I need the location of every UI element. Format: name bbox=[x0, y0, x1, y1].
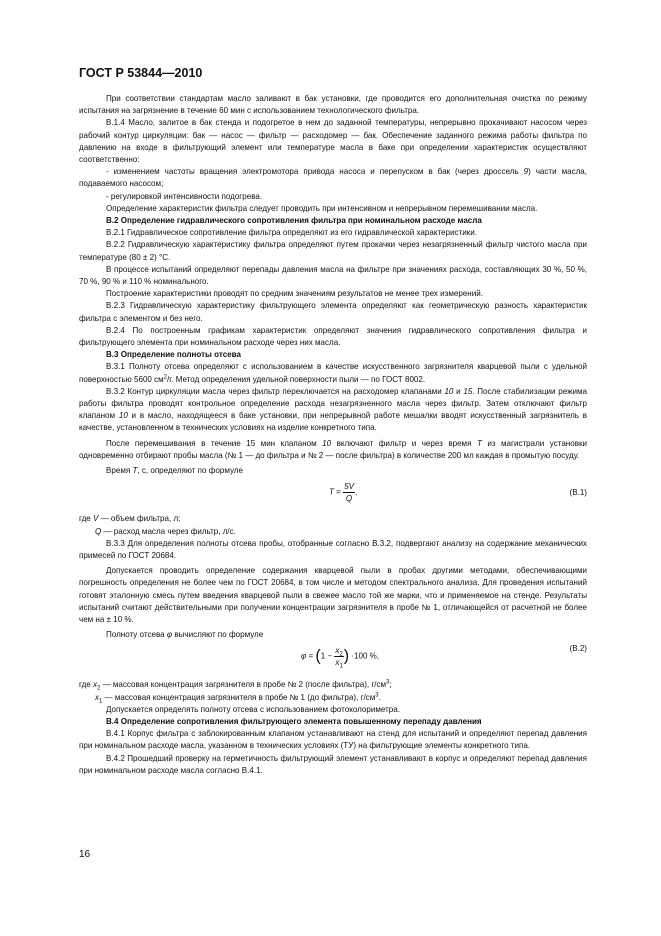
superscript: 2 bbox=[163, 374, 168, 380]
where-line bbox=[79, 679, 587, 691]
paragraph-b3-1 bbox=[79, 361, 587, 385]
where-line bbox=[79, 692, 587, 704]
formula-expression bbox=[329, 481, 357, 504]
symbol-T: T bbox=[132, 466, 138, 476]
symbol: Q bbox=[95, 526, 102, 536]
symbol: x bbox=[335, 658, 340, 668]
paragraph bbox=[79, 465, 587, 477]
symbol: V bbox=[92, 514, 99, 524]
superscript: 3 bbox=[386, 679, 390, 686]
where-line bbox=[79, 526, 587, 538]
paren-right: ) bbox=[343, 647, 350, 665]
paragraph-b4-1: В.4.1 Корпус фильтра с заблокированным клапаном устанавливают на стенд для испытаний и определяют перепад давления при номинальном расходе масла, указанном в технических условиях (ТУ) на фильтрующие элементы конкретного типа. bbox=[79, 729, 587, 751]
text: и bbox=[453, 386, 464, 396]
text: После перемешивания в течение 15 мин клапаном bbox=[106, 438, 323, 448]
fraction bbox=[343, 481, 358, 504]
symbol: x bbox=[335, 646, 340, 656]
page-body bbox=[79, 93, 587, 777]
text: — объем фильтра, л; bbox=[98, 514, 181, 524]
text: ; bbox=[389, 680, 392, 690]
subscript: 2 bbox=[97, 685, 101, 692]
paragraph: При соответствии стандартам масло заливают в бак установки, где проводится его дополнительная очистка по режиму испытания на загрязнение в течение 60 мин с использованием технологического фильтра. bbox=[79, 94, 587, 116]
paragraph-b2-3: В.2.3 Гидравлическую характеристику фильтрующего элемента определяют как геометрическую разность характеристик фильтра с элементом и без него. bbox=[79, 301, 587, 323]
paragraph-b3-2 bbox=[79, 386, 587, 435]
symbol-phi: φ bbox=[166, 630, 173, 640]
formula-lhs: φ bbox=[301, 651, 307, 661]
paragraph-b2-2: В.2.2 Гидравлическую характеристику фильтра определяют путем прокачки через незагрязненный фильтр чистого масла при температуре (80 ± 2) °С. bbox=[79, 240, 587, 262]
document-header: ГОСТ Р 53844—2010 bbox=[79, 66, 203, 80]
fraction-denominator: Q bbox=[345, 494, 353, 504]
symbol-T: T bbox=[476, 438, 482, 448]
formula-expression bbox=[301, 645, 379, 668]
paragraph-b2-4: В.2.4 По построенным графикам характеристик определяют значения гидравлического сопротивления фильтра и фильтрующего элемента при номинальном расходе через них масла. bbox=[79, 325, 587, 348]
symbol: x bbox=[95, 692, 100, 702]
subscript: 1 bbox=[99, 698, 103, 705]
paragraph-b2-1: В.2.1 Гидравлическое сопротивление фильтра определяют из его гидравлической характеристики. bbox=[106, 228, 477, 238]
text: — расход масла через фильтр, л/с. bbox=[101, 526, 236, 536]
paragraph: Допускается проводить определение содержания кварцевой пыли в пробах другими методами, обеспечивающими погрешность определения не более чем по ГОСТ 20684, в том числе и методом спектрального анализа. Для проведения испытаний готовят эталонную смесь путем введения кварцевой пыли в свежее масло той же марки, что и применяемое на стенде. Результаты испытаний считают действительными при получении концентрации загрязнителя в пробе № 1, отличающейся от расчетной не более чем на ± 10 %. bbox=[79, 566, 587, 624]
ref-number: 10 bbox=[118, 411, 128, 421]
ref-number: 10 bbox=[444, 386, 454, 396]
list-item bbox=[79, 166, 587, 190]
paragraph: Построение характеристики проводят по средним значениям результатов не менее трех измерений. bbox=[106, 289, 483, 299]
formula-b2 bbox=[79, 641, 587, 679]
paragraph-b4-2: В.4.2 Прошедший проверку на герметичность фильтрующий элемент устанавливают в корпус и определяют перепад давления при номинальном расходе масла согласно В.4.1. bbox=[79, 753, 587, 775]
formula-lhs: T bbox=[329, 487, 334, 497]
paragraph bbox=[79, 629, 587, 641]
text: Время bbox=[106, 466, 133, 476]
fraction-numerator bbox=[334, 645, 343, 657]
text: включают фильтр и через время bbox=[331, 438, 477, 448]
formula-tail: , bbox=[354, 487, 358, 497]
section-heading-b2: В.2 Определение гидравлического сопротивления фильтра при номинальном расходе масла bbox=[106, 216, 482, 226]
text: - изменением частоты вращения электромотора привода насоса и перепуском в бак (через дроссель bbox=[106, 167, 524, 177]
fraction-numerator: 5V bbox=[344, 482, 354, 492]
section-heading-b3: В.3 Определение полноты отсева bbox=[106, 350, 241, 360]
formula-eq: = bbox=[306, 651, 316, 661]
subscript: 1 bbox=[339, 663, 343, 670]
page-number: 16 bbox=[79, 849, 91, 860]
text: . После стабилизации режима работы фильтра проводят контрольное определение расхода незагрязненного масла через фильтр. Затем отключают фильтр клапаном bbox=[79, 386, 588, 421]
paragraph-b3-3: В.3.3 Для определения полноты отсева пробы, отобранные согласно В.3.2, подвергают анализу на содержание механических примесей по ГОСТ 20684. bbox=[79, 538, 587, 560]
formula-tail: ·100 %, bbox=[349, 651, 380, 661]
paragraph: Определение характеристик фильтра следует проводить при интенсивном и непрерывном перемешивании масла. bbox=[106, 203, 538, 213]
text: /г. Метод определения удельной поверхности пыли — по ГОСТ 8002. bbox=[167, 374, 426, 384]
paragraph bbox=[79, 438, 587, 462]
text: и в масло, находящееся в баке установки, при непрерывной работе мешалки вводят искусственный загрязнитель в качестве, установленном в технических условиях на изделие конкретного типа. bbox=[79, 411, 588, 433]
text: ) части масла, подаваемого насосом; bbox=[79, 167, 588, 189]
text: вычисляют по формуле bbox=[172, 630, 264, 640]
ref-number: 10 bbox=[322, 438, 332, 448]
formula-eq: = bbox=[333, 487, 344, 497]
section-heading-b4: В.4 Определение сопротивления фильтрующего элемента повышенному перепаду давления bbox=[106, 716, 482, 726]
paragraph-b1-4: В.1.4 Масло, залитое в бак стенда и подогретое в нем до заданной температуры, непрерывно прокачивают насосом через рабочий контур циркуляции: бак — насос — фильтр — расходомер — бак. Обеспечение заданного режима работы фильтра по давлению на входе в фильтрующий элемент или температуре масла в баке при определении характеристик осуществляют соответственно: bbox=[79, 118, 587, 165]
fraction bbox=[334, 645, 343, 668]
where-line bbox=[79, 513, 587, 525]
paren-left: ( bbox=[315, 647, 321, 665]
text: В.3.2 Контур циркуляции масла через фильтр переключается на расходомер клапанами bbox=[106, 386, 445, 396]
superscript: 3 bbox=[375, 691, 379, 698]
formula-number: (В.1) bbox=[569, 488, 587, 498]
paragraph: В процессе испытаний определяют перепады давления масла на фильтре при значениях расхода, составляющих 30 %, 50 %, 70 %, 90 % и 110 % номинального. bbox=[79, 264, 587, 287]
text: — массовая концентрация загрязнителя в пробе № 2 (после фильтра), г/см bbox=[100, 680, 387, 690]
formula-number: (В.2) bbox=[569, 644, 587, 654]
text: из магистрали установки одновременно отбирают пробы масла (№ 1 — до фильтра и № 2 — после фильтра) в количестве 200 мл каждая в промытую посуду. bbox=[79, 438, 588, 460]
text: , с, определяют по формуле bbox=[137, 466, 243, 476]
text: где bbox=[79, 514, 93, 524]
text: В.3.1 Полноту отсева определяют с использованием в качестве искусственного загрязнителя кварцевой пыли с удельной поверхностью 5600 см bbox=[79, 362, 587, 384]
formula-one: 1 − bbox=[320, 651, 335, 661]
ref-number: 9 bbox=[523, 167, 529, 177]
text: . bbox=[378, 692, 381, 702]
ref-number: 15 bbox=[463, 386, 473, 396]
text: где bbox=[79, 680, 93, 690]
text: — массовая концентрация загрязнителя в пробе № 1 (до фильтра), г/см bbox=[102, 692, 376, 702]
paragraph: Допускается определять полноту отсева с использованием фотоколориметра. bbox=[106, 704, 400, 714]
list-item: - регулировкой интенсивности подогрева. bbox=[106, 191, 263, 201]
formula-b1 bbox=[79, 477, 587, 513]
text: Полноту отсева bbox=[106, 630, 167, 640]
symbol: x bbox=[92, 680, 98, 690]
subscript: 2 bbox=[339, 651, 343, 658]
fraction-denominator bbox=[334, 657, 343, 668]
